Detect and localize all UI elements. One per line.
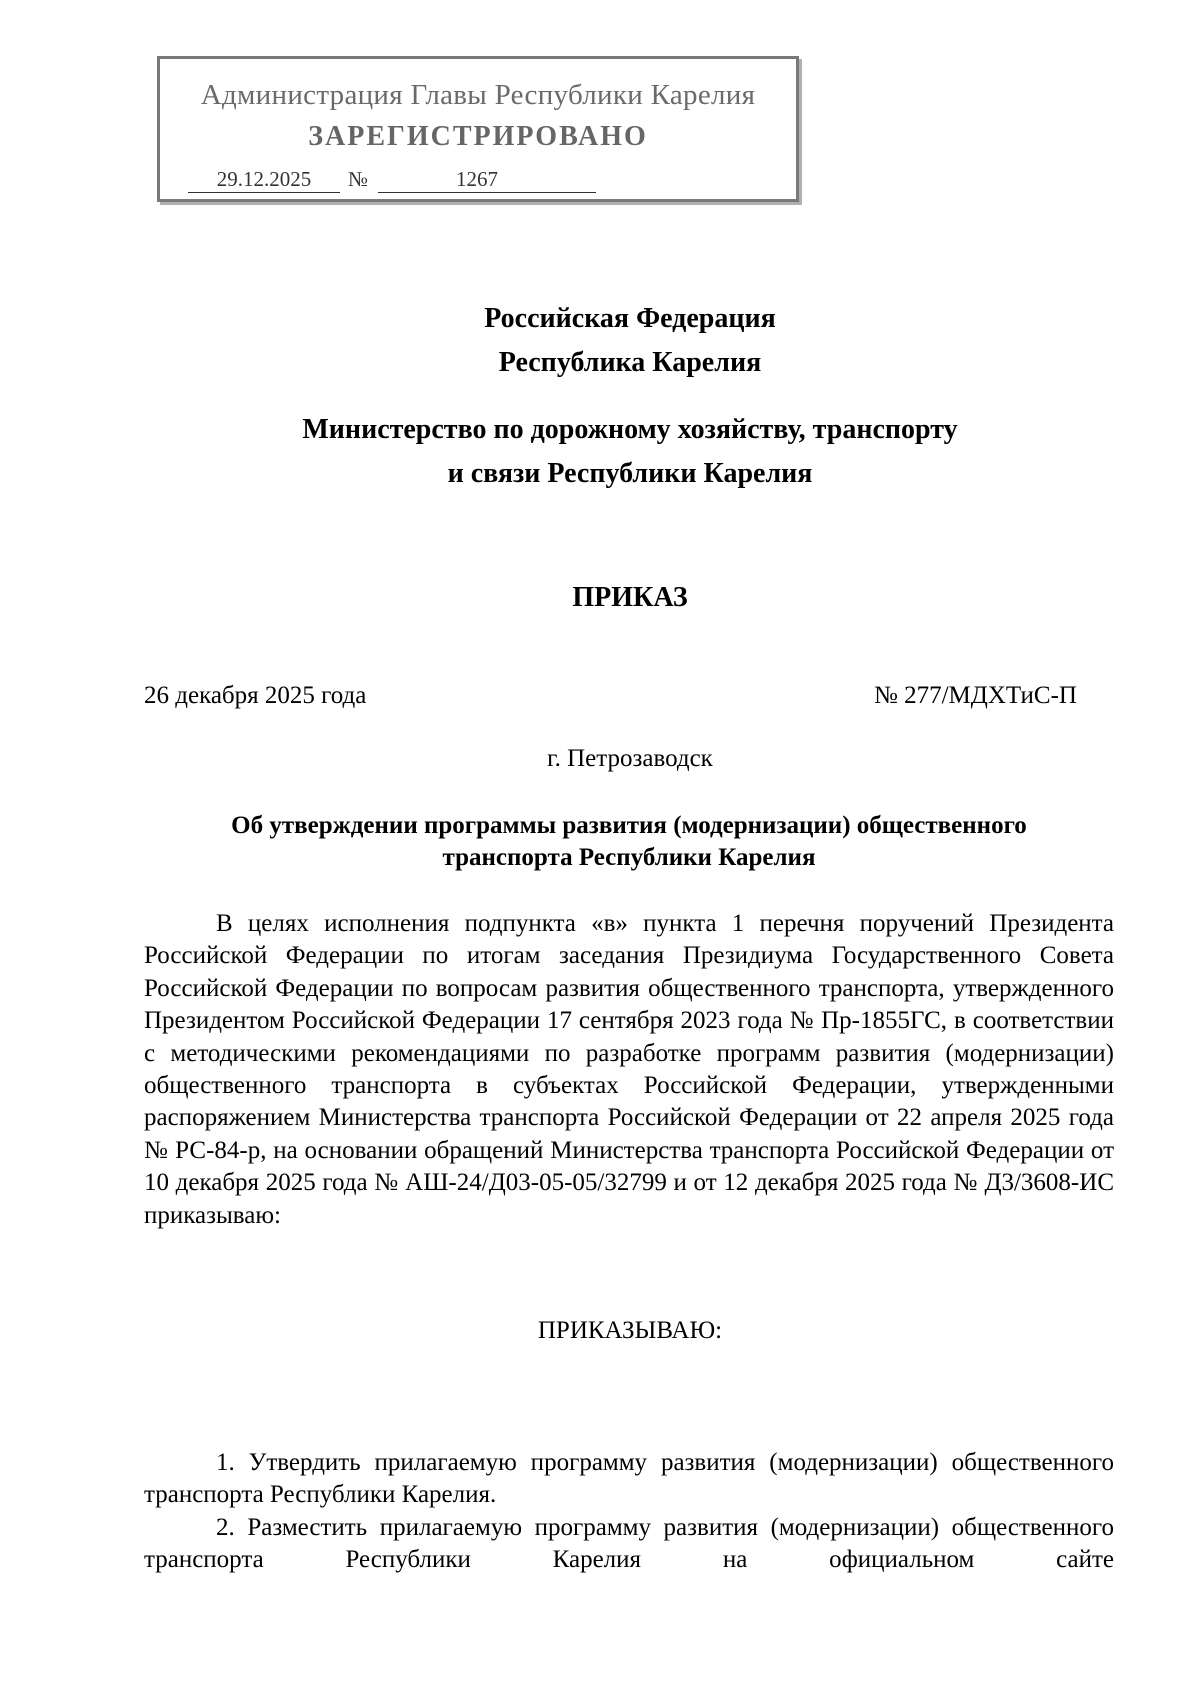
stamp-number [378, 167, 596, 193]
preamble-paragraph: В целях исполнения подпункта «в» пункта 1 перечня поручений Президента Российской Федерации по итогам заседания Президиума Государственного Совета Российской Федерации по вопросам развития общественного транспорта, утвержденного Президентом Российской Федерации 17 сентября 2023 года № Пр-1855ГС, в соответствии с методическими рекомендациями по разработке программ развития (модернизации) общественного транспорта в субъектах Российской Федерации, утвержденными распоряжением Министерства транспорта Российской Федерации от 22 апреля 2025 года № РС-84-р, на основании обращений Министерства транспорта Российской Федерации от 10 декабря 2025 года № АШ-24/Д03-05-05/32799 и от 12 декабря 2025 года № Д3/3608-ИС приказываю: [144, 910, 1114, 1229]
document-type: ПРИКАЗ [572, 582, 688, 613]
document-title-line1: Об утверждении программы развития (модернизации) общественного [231, 812, 1027, 839]
ministry-heading-line2: и связи Республики Карелия [447, 458, 813, 489]
registration-stamp [157, 56, 799, 202]
order-item-2: 2. Разместить прилагаемую программу развития (модернизации) общественного транспорта Республики Карелия на официальном сайте [144, 1514, 1114, 1574]
stamp-status: ЗАРЕГИСТРИРОВАНО [308, 121, 648, 152]
order-word: ПРИКАЗЫВАЮ: [537, 1317, 723, 1344]
document-title-line2: транспорта Республики Карелия [442, 844, 816, 871]
city: г. Петрозаводск [547, 745, 713, 772]
document-number: № 277/МДХТиС-П [874, 682, 1077, 709]
order-item-1: 1. Утвердить прилагаемую программу развития (модернизации) общественного транспорта Республики Карелия. [144, 1449, 1114, 1509]
stamp-number-label: № [348, 167, 369, 191]
country-heading: Российская Федерация [484, 303, 776, 334]
document-date: 26 декабря 2025 года [144, 682, 367, 709]
document-title [144, 810, 1114, 874]
region-heading: Республика Карелия [498, 347, 762, 378]
stamp-date: 29.12.2025 [188, 167, 340, 193]
ministry-heading-line1: Министерство по дорожному хозяйству, транспорту [302, 414, 958, 445]
stamp-organization: Администрация Главы Республики Карелия [200, 79, 756, 111]
stamp-number-value: 1267 [456, 167, 498, 191]
